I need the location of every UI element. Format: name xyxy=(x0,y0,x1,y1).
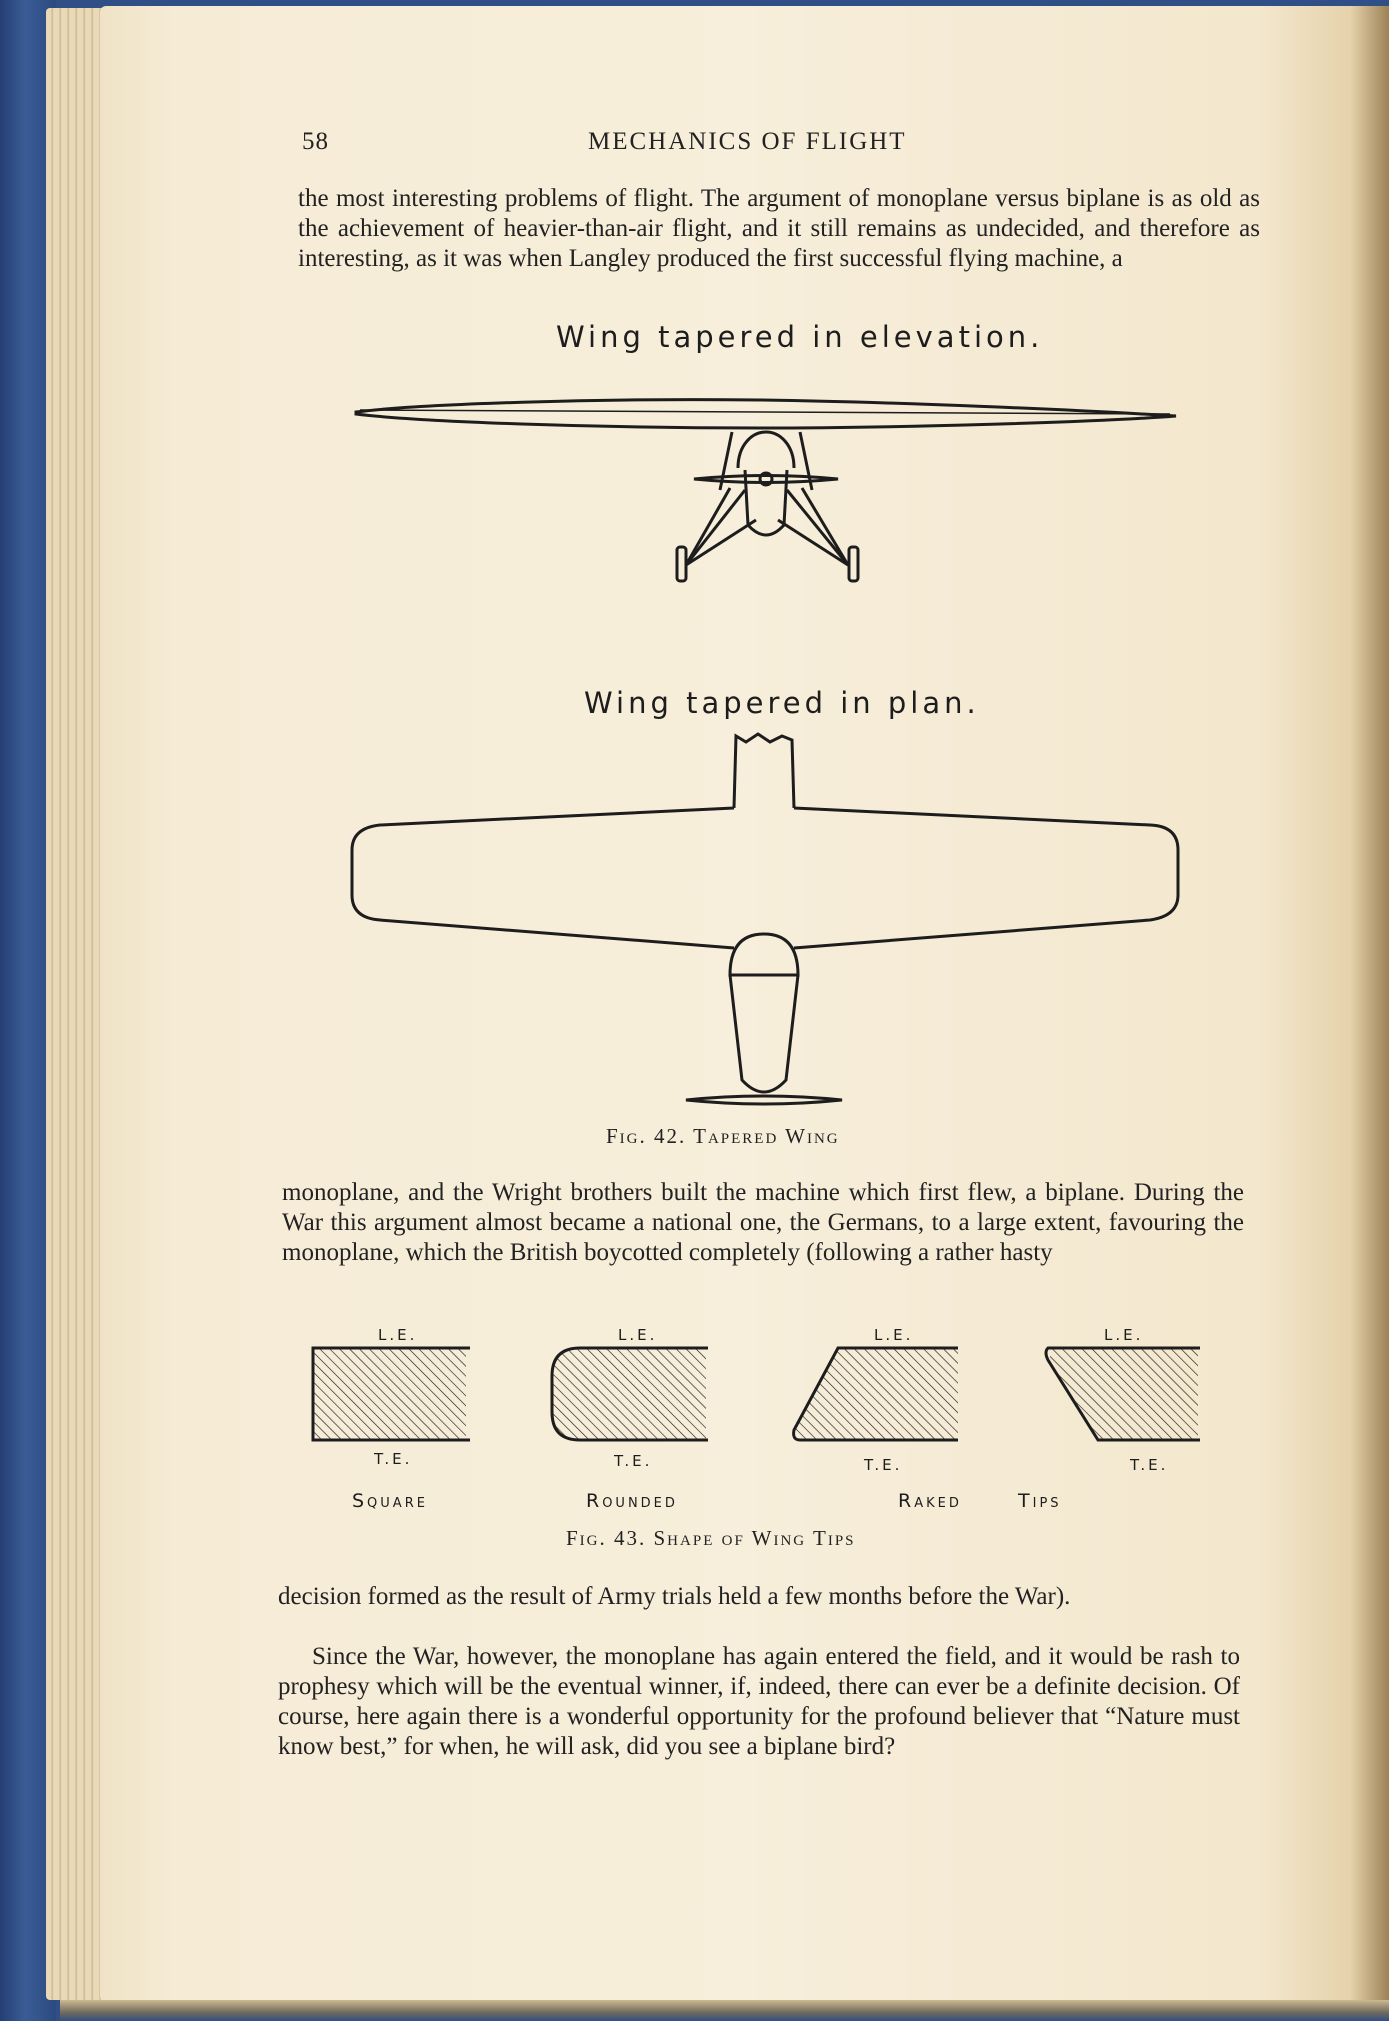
rounded-tip xyxy=(552,1348,708,1440)
paragraph-2: monoplane, and the Wright brothers built the machine which first flew, a biplane. During the War this argument almost became a national one, the Germans, to a large extent, favouring the monoplane, which the British boycotted completely (following a rather hasty xyxy=(282,1179,1244,1266)
le-label-square: L.E. xyxy=(378,1326,418,1344)
te-label-rounded: T.E. xyxy=(614,1452,653,1470)
square-tip xyxy=(313,1348,470,1440)
figure-43-caption: Fig. 43. Shape of Wing Tips xyxy=(566,1526,856,1550)
raked-tip xyxy=(794,1348,958,1440)
figure-42-caption: Fig. 42. Tapered Wing xyxy=(606,1124,840,1148)
te-label-square: T.E. xyxy=(374,1450,413,1468)
tip-name-raked: Raked xyxy=(898,1490,962,1512)
te-label-raked: T.E. xyxy=(864,1456,903,1474)
le-label-rounded: L.E. xyxy=(618,1326,658,1344)
raked-reverse-tip xyxy=(1046,1348,1200,1440)
label-wing-elevation: Wing tapered in elevation. xyxy=(556,320,1044,354)
paragraph-1: the most interesting problems of flight. The argument of monoplane versus biplane is as old as the achievement of heavier-than-air flight, and it still remains as undecided, and therefore as interesting, as it was when Langley produced the first successful flying machine, a xyxy=(298,185,1260,272)
le-label-raked: L.E. xyxy=(874,1326,914,1344)
label-wing-plan: Wing tapered in plan. xyxy=(584,686,980,720)
tip-name-square: Square xyxy=(352,1490,428,1512)
tip-name-tips: Tips xyxy=(1018,1490,1062,1512)
paragraph-4: Since the War, however, the monoplane has again entered the field, and it would be rash to prophesy which will be the eventual winner, if, indeed, there can ever be a definite decision. Of course, here again there is a wonderful opportunity for the profound believer that “Nature must know best,” for when, he will ask, did you see a biplane bird? xyxy=(278,1643,1240,1760)
te-label-raked-reverse: T.E. xyxy=(1130,1456,1169,1474)
le-label-raked-reverse: L.E. xyxy=(1104,1326,1144,1344)
page-number: 58 xyxy=(302,128,329,155)
paragraph-3: decision formed as the result of Army trials held a few months before the War). xyxy=(278,1583,1071,1610)
running-title: MECHANICS OF FLIGHT xyxy=(588,128,907,155)
tip-name-rounded: Rounded xyxy=(586,1490,678,1512)
